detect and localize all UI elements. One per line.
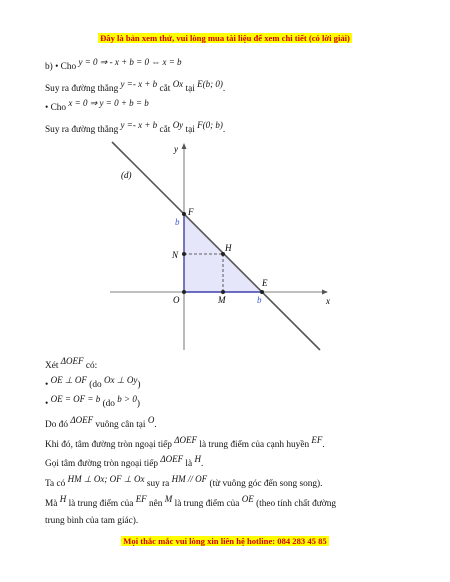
text: . [322,440,325,450]
bottom-banner [0,536,450,547]
math: ΔOEF [160,454,184,464]
text: nên [149,499,163,509]
math: y =- x + b [120,120,158,130]
text: ) [137,380,141,390]
line-12 [45,494,336,510]
text: • Cho [45,103,67,113]
text: Suy ra đường thẳng [45,125,119,135]
text: là trung điểm của cạnh huyền [199,440,310,450]
math: y = 0 ⇒ - x + b = 0 ⇔ x = b [78,57,182,67]
math: M [164,494,173,504]
label-b-x: b [257,295,262,305]
text: (do [102,399,115,409]
point-m [221,290,225,294]
top-banner [0,33,450,44]
label-n: N [172,250,179,260]
text: có: [85,361,98,371]
text: (theo tính chất đường [256,499,336,509]
math: ΔOEF [60,356,84,366]
math: ΔOEF [70,415,94,425]
text: b) • Cho [45,62,77,72]
text: (do [89,380,102,390]
x-axis-arrow [322,290,328,295]
text: Gọi tâm đường tròn ngoại tiếp [45,459,158,469]
line-5 [45,356,98,372]
line-d [112,142,320,350]
math: EF [135,494,147,504]
math: EF [311,435,323,445]
text: . [222,84,226,94]
y-axis-arrow [182,143,187,149]
math: F(0; b) [197,120,223,130]
math: E(b; 0) [197,79,223,89]
line-3 [45,98,149,114]
math: Ox [172,79,184,89]
text: Mà [45,499,58,509]
line-8 [45,415,157,431]
text: tại [185,125,195,135]
text: suy ra [146,479,170,489]
text: Xét [45,361,59,371]
point-f [182,212,186,216]
text: . [222,125,226,135]
text: cắt [159,84,171,94]
text: trung bình của tam giác). [45,516,139,526]
math: HM // OF [171,474,208,484]
label-o: O [173,295,180,305]
text: ) [136,399,140,409]
text: Ta có [45,479,66,489]
text: cắt [159,125,171,135]
math: O [147,415,155,425]
math: ΔOEF [174,435,198,445]
math: HM ⊥ Ox; OF ⊥ Ox [67,474,145,484]
bullet: • [45,399,49,409]
text: vuông cân tại [95,420,146,430]
math: Ox ⊥ Oy [104,375,138,385]
math: H [194,454,201,464]
text: Suy ra đường thẳng [45,84,119,94]
text: là [185,459,193,469]
label-d: (d) [121,170,132,180]
math: OE ⊥ OF [50,375,87,385]
math: H [59,494,67,504]
line-4 [45,120,226,136]
top-banner-text: Đây là bản xem thử, vui lòng mua tài liệu để xem chi tiết (có lời giải) [100,33,350,43]
bullet: • [45,380,49,390]
text: . [200,459,204,469]
point-e [260,290,264,294]
text: tại [185,84,195,94]
math: OE = OF = b [50,394,101,404]
text: Do đó [45,420,68,430]
line-6 [45,375,141,391]
line-7 [45,394,140,410]
math: x = 0 ⇒ y = 0 + b = b [68,98,149,108]
label-x: x [326,296,330,306]
text: là trung điểm của [174,499,240,509]
line-1 [45,57,182,73]
text: Khi đó, tâm đường tròn ngoại tiếp [45,440,172,450]
coordinate-figure [100,140,350,355]
text: . [154,420,157,430]
line-9 [45,435,325,451]
label-y: y [174,144,178,154]
text: (từ vuông góc đến song song). [209,479,323,489]
math: Oy [172,120,184,130]
point-n [182,252,186,256]
label-f: F [188,207,194,217]
math: b > 0 [117,394,137,404]
math: OE [241,494,254,504]
line-2 [45,79,226,95]
point-o [182,290,186,294]
text: là trung điểm của [68,499,134,509]
line-11 [45,474,323,490]
line-13 [45,515,138,527]
line-10 [45,454,204,470]
label-h: H [225,243,232,253]
label-e: E [262,278,268,288]
label-b-y: b [175,217,180,227]
bottom-banner-text: Mọi thắc mắc vui lòng xin liên hệ hotline: 084 283 45 85 [123,536,327,546]
label-m: M [218,295,226,305]
math: y =- x + b [120,79,158,89]
